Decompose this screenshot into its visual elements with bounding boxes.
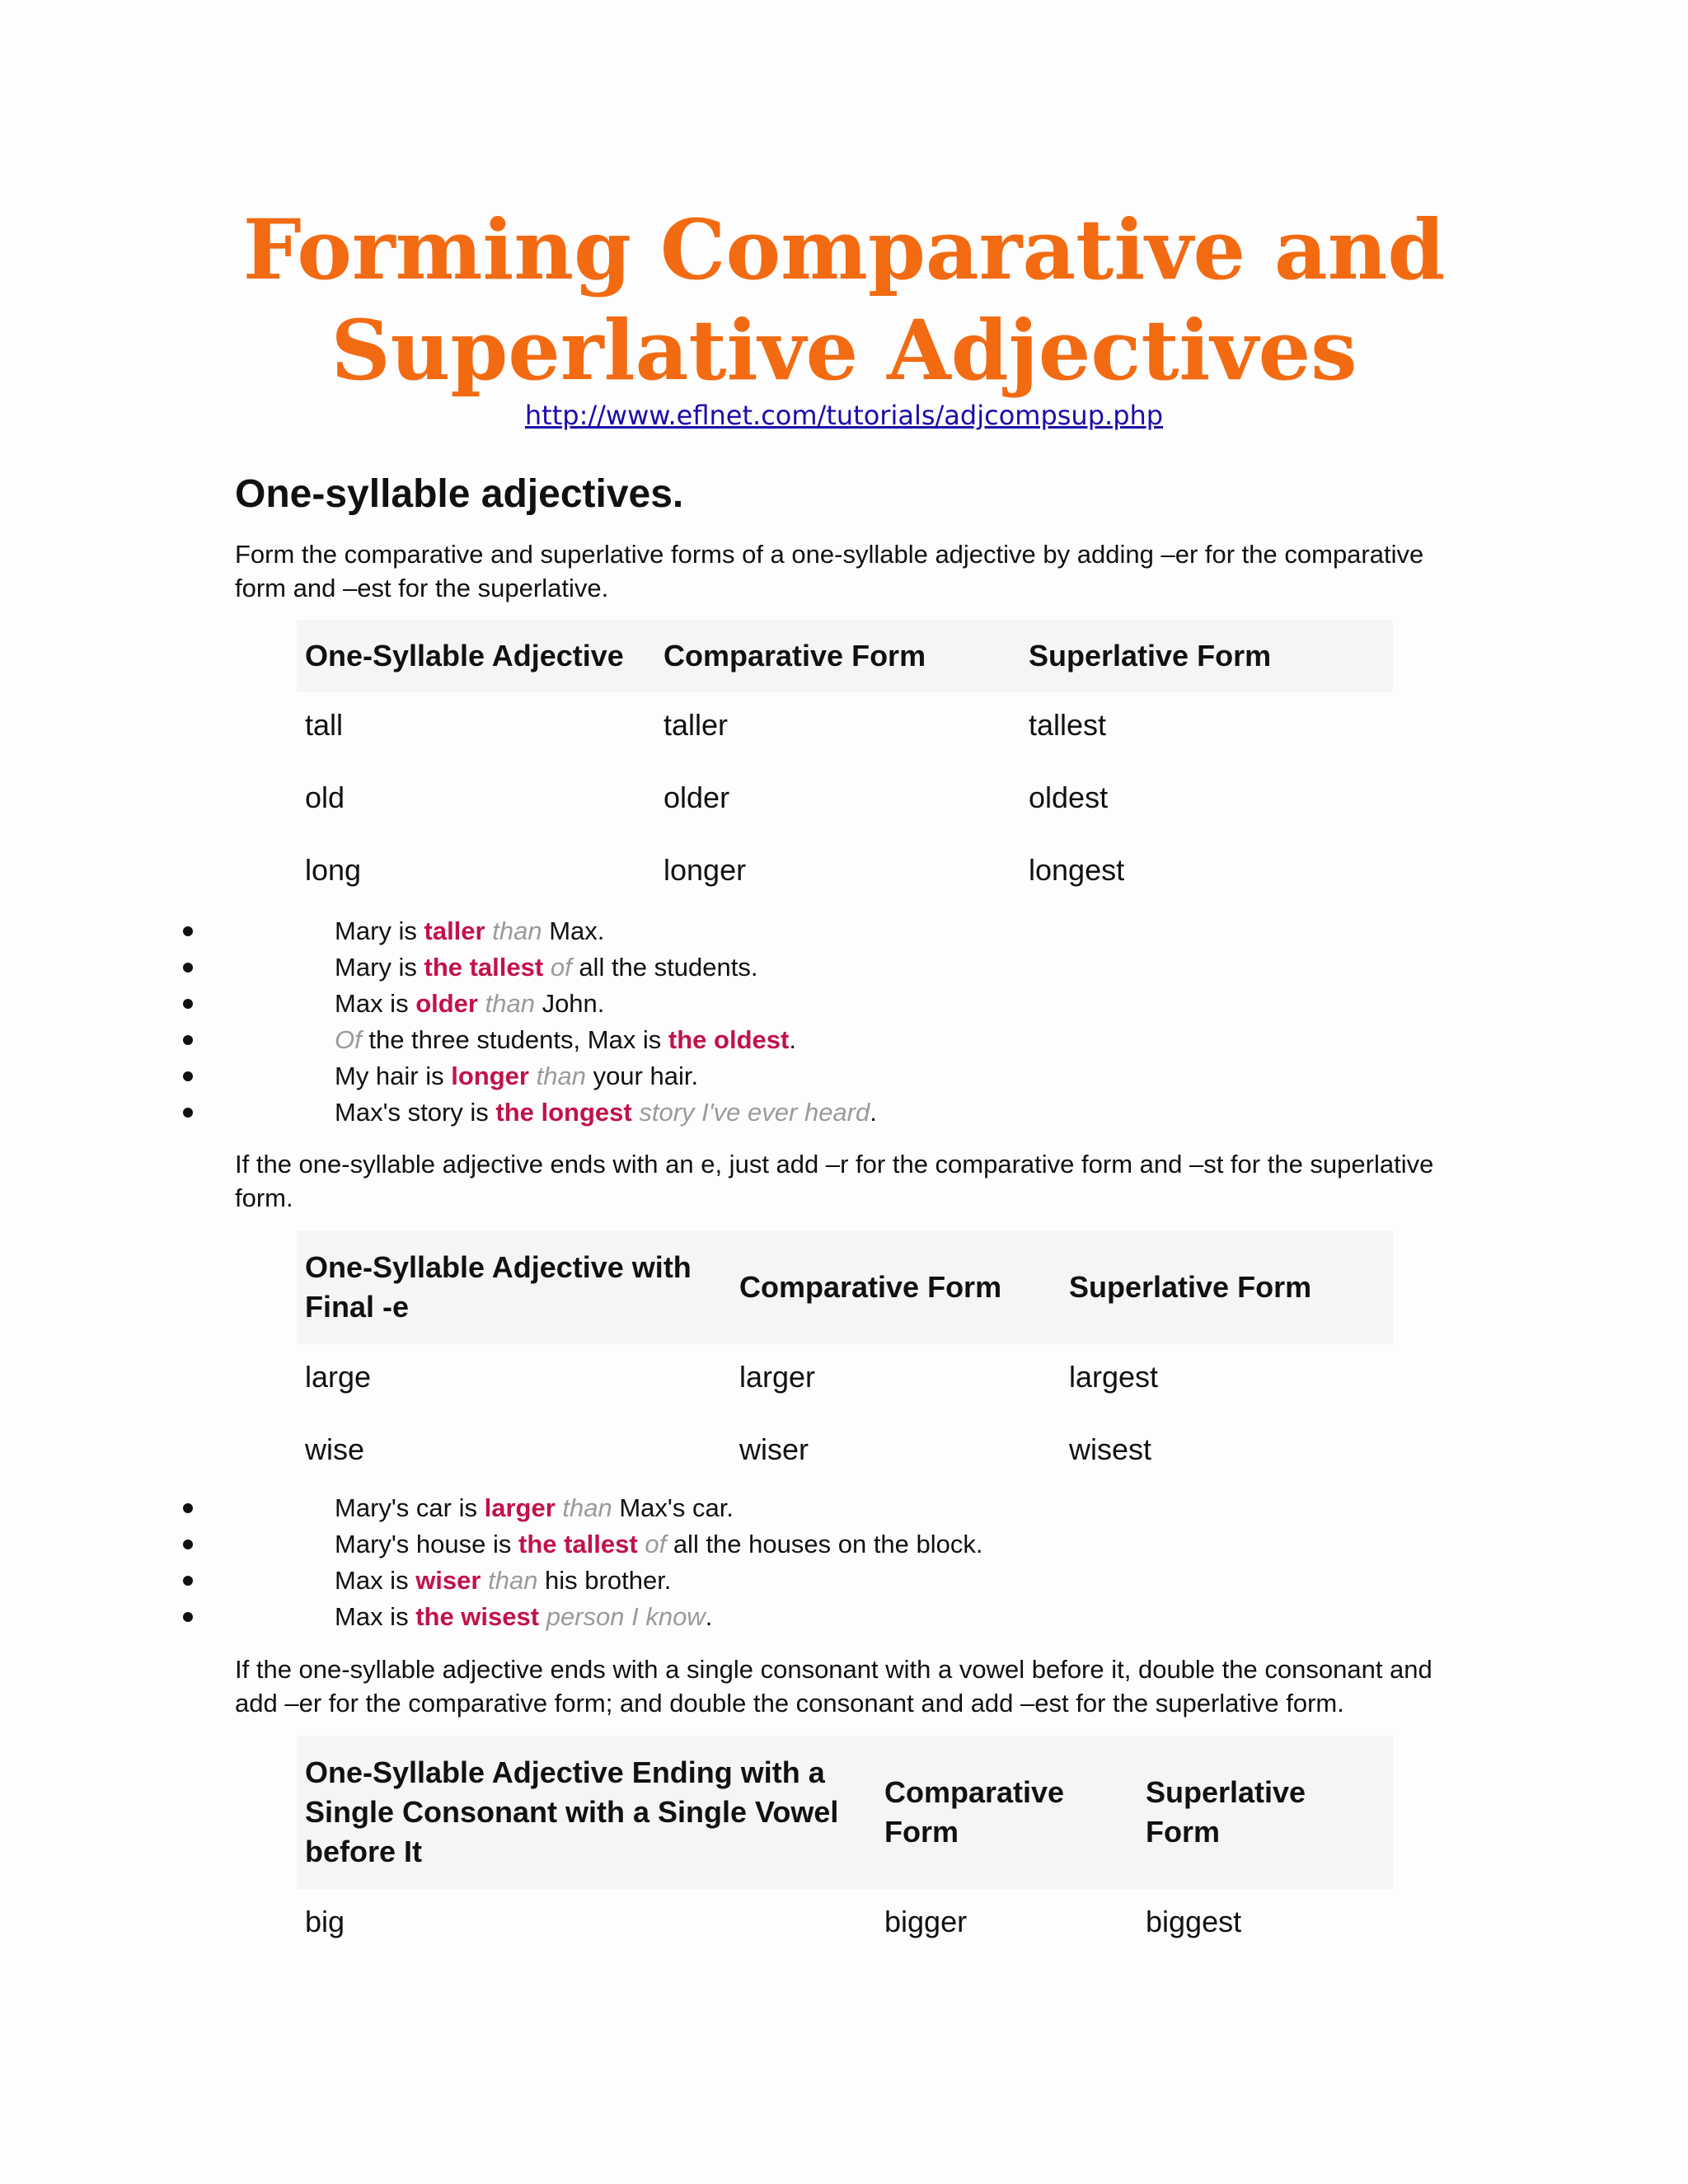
superlative-keyword: the tallest [424, 953, 544, 982]
list-item: Mary's car is larger than Max's car. [165, 1490, 983, 1526]
table-cell: biggest [1146, 1905, 1242, 1938]
table-header-cell: Comparative Form [655, 620, 1020, 692]
table-header-cell: One-Syllable Adjective [297, 620, 655, 692]
table-cell: longest [1029, 853, 1125, 887]
table-cell: wiser [739, 1432, 809, 1466]
table-row [297, 1889, 1393, 1961]
table-cell: large [305, 1360, 372, 1394]
one-syllable-table [297, 620, 1393, 910]
section-heading: One-syllable adjectives. [235, 472, 684, 516]
list-item: Max is the wisest person I know. [165, 1599, 983, 1635]
comparative-keyword: taller [424, 916, 485, 945]
table-row [297, 1417, 1393, 1489]
table-header-row [297, 620, 1393, 692]
table-cell: old [305, 780, 345, 814]
table-cell: longer [663, 853, 747, 887]
hint-word: than [492, 916, 542, 945]
table-header-cell: Superlative Form [1020, 620, 1393, 692]
table-row [297, 1344, 1393, 1417]
comparative-keyword: older [415, 989, 478, 1018]
comparative-keyword: longer [451, 1062, 529, 1090]
table-header-cell: One-Syllable Adjective Ending with a Single Consonant with a Single Vowel before It [297, 1736, 876, 1889]
intro-paragraph: Form the comparative and superlative forms of a one-syllable adjective by adding –er for the comparative form and –est for the superlative. [235, 540, 1424, 602]
consonant-paragraph: If the one-syllable adjective ends with a single consonant with a vowel before it, double the consonant and add –er for the comparative form; and double the consonant and add –est for the superlative form. [235, 1655, 1432, 1718]
table-row [297, 692, 1393, 765]
examples-list-final-e [165, 1490, 983, 1635]
hint-word: than [485, 989, 535, 1018]
hint-word: story I've ever heard [639, 1098, 870, 1127]
table-header-row [297, 1736, 1393, 1889]
hint-word: than [536, 1062, 586, 1090]
list-item: Mary is the tallest of all the students. [165, 949, 877, 986]
comparative-keyword: wiser [415, 1566, 481, 1595]
table-header-cell: Superlative Form [1137, 1736, 1393, 1889]
list-item: Max is wiser than his brother. [165, 1563, 983, 1599]
list-item: Max's story is the longest story I've ever heard. [165, 1094, 877, 1131]
table-header-cell: Comparative Form [876, 1736, 1137, 1889]
comparative-keyword: larger [484, 1493, 556, 1522]
superlative-keyword: the tallest [518, 1530, 638, 1558]
table-cell: wise [305, 1432, 365, 1466]
table-cell: wisest [1069, 1432, 1152, 1466]
source-link[interactable]: http://www.eflnet.com/tutorials/adjcompsup.php [524, 400, 1164, 431]
table-cell: largest [1069, 1360, 1159, 1394]
single-consonant-table [297, 1736, 1393, 1961]
table-cell: big [305, 1905, 345, 1938]
superlative-keyword: the longest [495, 1098, 632, 1127]
page-title-line-2: Superlative Adjectives [331, 302, 1357, 399]
final-e-table [297, 1230, 1393, 1489]
table-cell: larger [739, 1360, 816, 1394]
table-header-row [297, 1230, 1393, 1344]
hint-word: of [645, 1530, 667, 1558]
list-item: Mary is taller than Max. [165, 913, 877, 949]
list-item: Mary's house is the tallest of all the houses on the block. [165, 1526, 983, 1563]
table-row [297, 837, 1393, 910]
hint-word: than [488, 1566, 538, 1595]
final-e-paragraph: If the one-syllable adjective ends with an e, just add –r for the comparative form and –st for the superlative form. [235, 1150, 1434, 1212]
table-cell: older [663, 780, 730, 814]
table-cell: bigger [884, 1905, 968, 1938]
table-cell: taller [663, 708, 729, 742]
table-cell: tall [305, 708, 344, 742]
list-item: Of the three students, Max is the oldest. [165, 1022, 877, 1058]
hint-word: than [562, 1493, 612, 1522]
table-cell: oldest [1029, 780, 1109, 814]
table-header-cell: Superlative Form [1061, 1230, 1393, 1344]
page-title-line-1: Forming Comparative and [242, 201, 1446, 298]
table-cell: long [305, 853, 362, 887]
superlative-keyword: the oldest [668, 1025, 790, 1054]
superlative-keyword: the wisest [415, 1602, 540, 1631]
hint-word: of [550, 953, 572, 982]
table-header-cell: One-Syllable Adjective with Final -e [297, 1230, 731, 1344]
table-header-cell: Comparative Form [731, 1230, 1061, 1344]
examples-list-one-syllable [165, 913, 877, 1131]
hint-word: person I know [546, 1602, 706, 1631]
table-row [297, 765, 1393, 837]
list-item: Max is older than John. [165, 986, 877, 1022]
table-cell: tallest [1029, 708, 1107, 742]
list-item: My hair is longer than your hair. [165, 1058, 877, 1094]
hint-word: Of [335, 1025, 362, 1054]
